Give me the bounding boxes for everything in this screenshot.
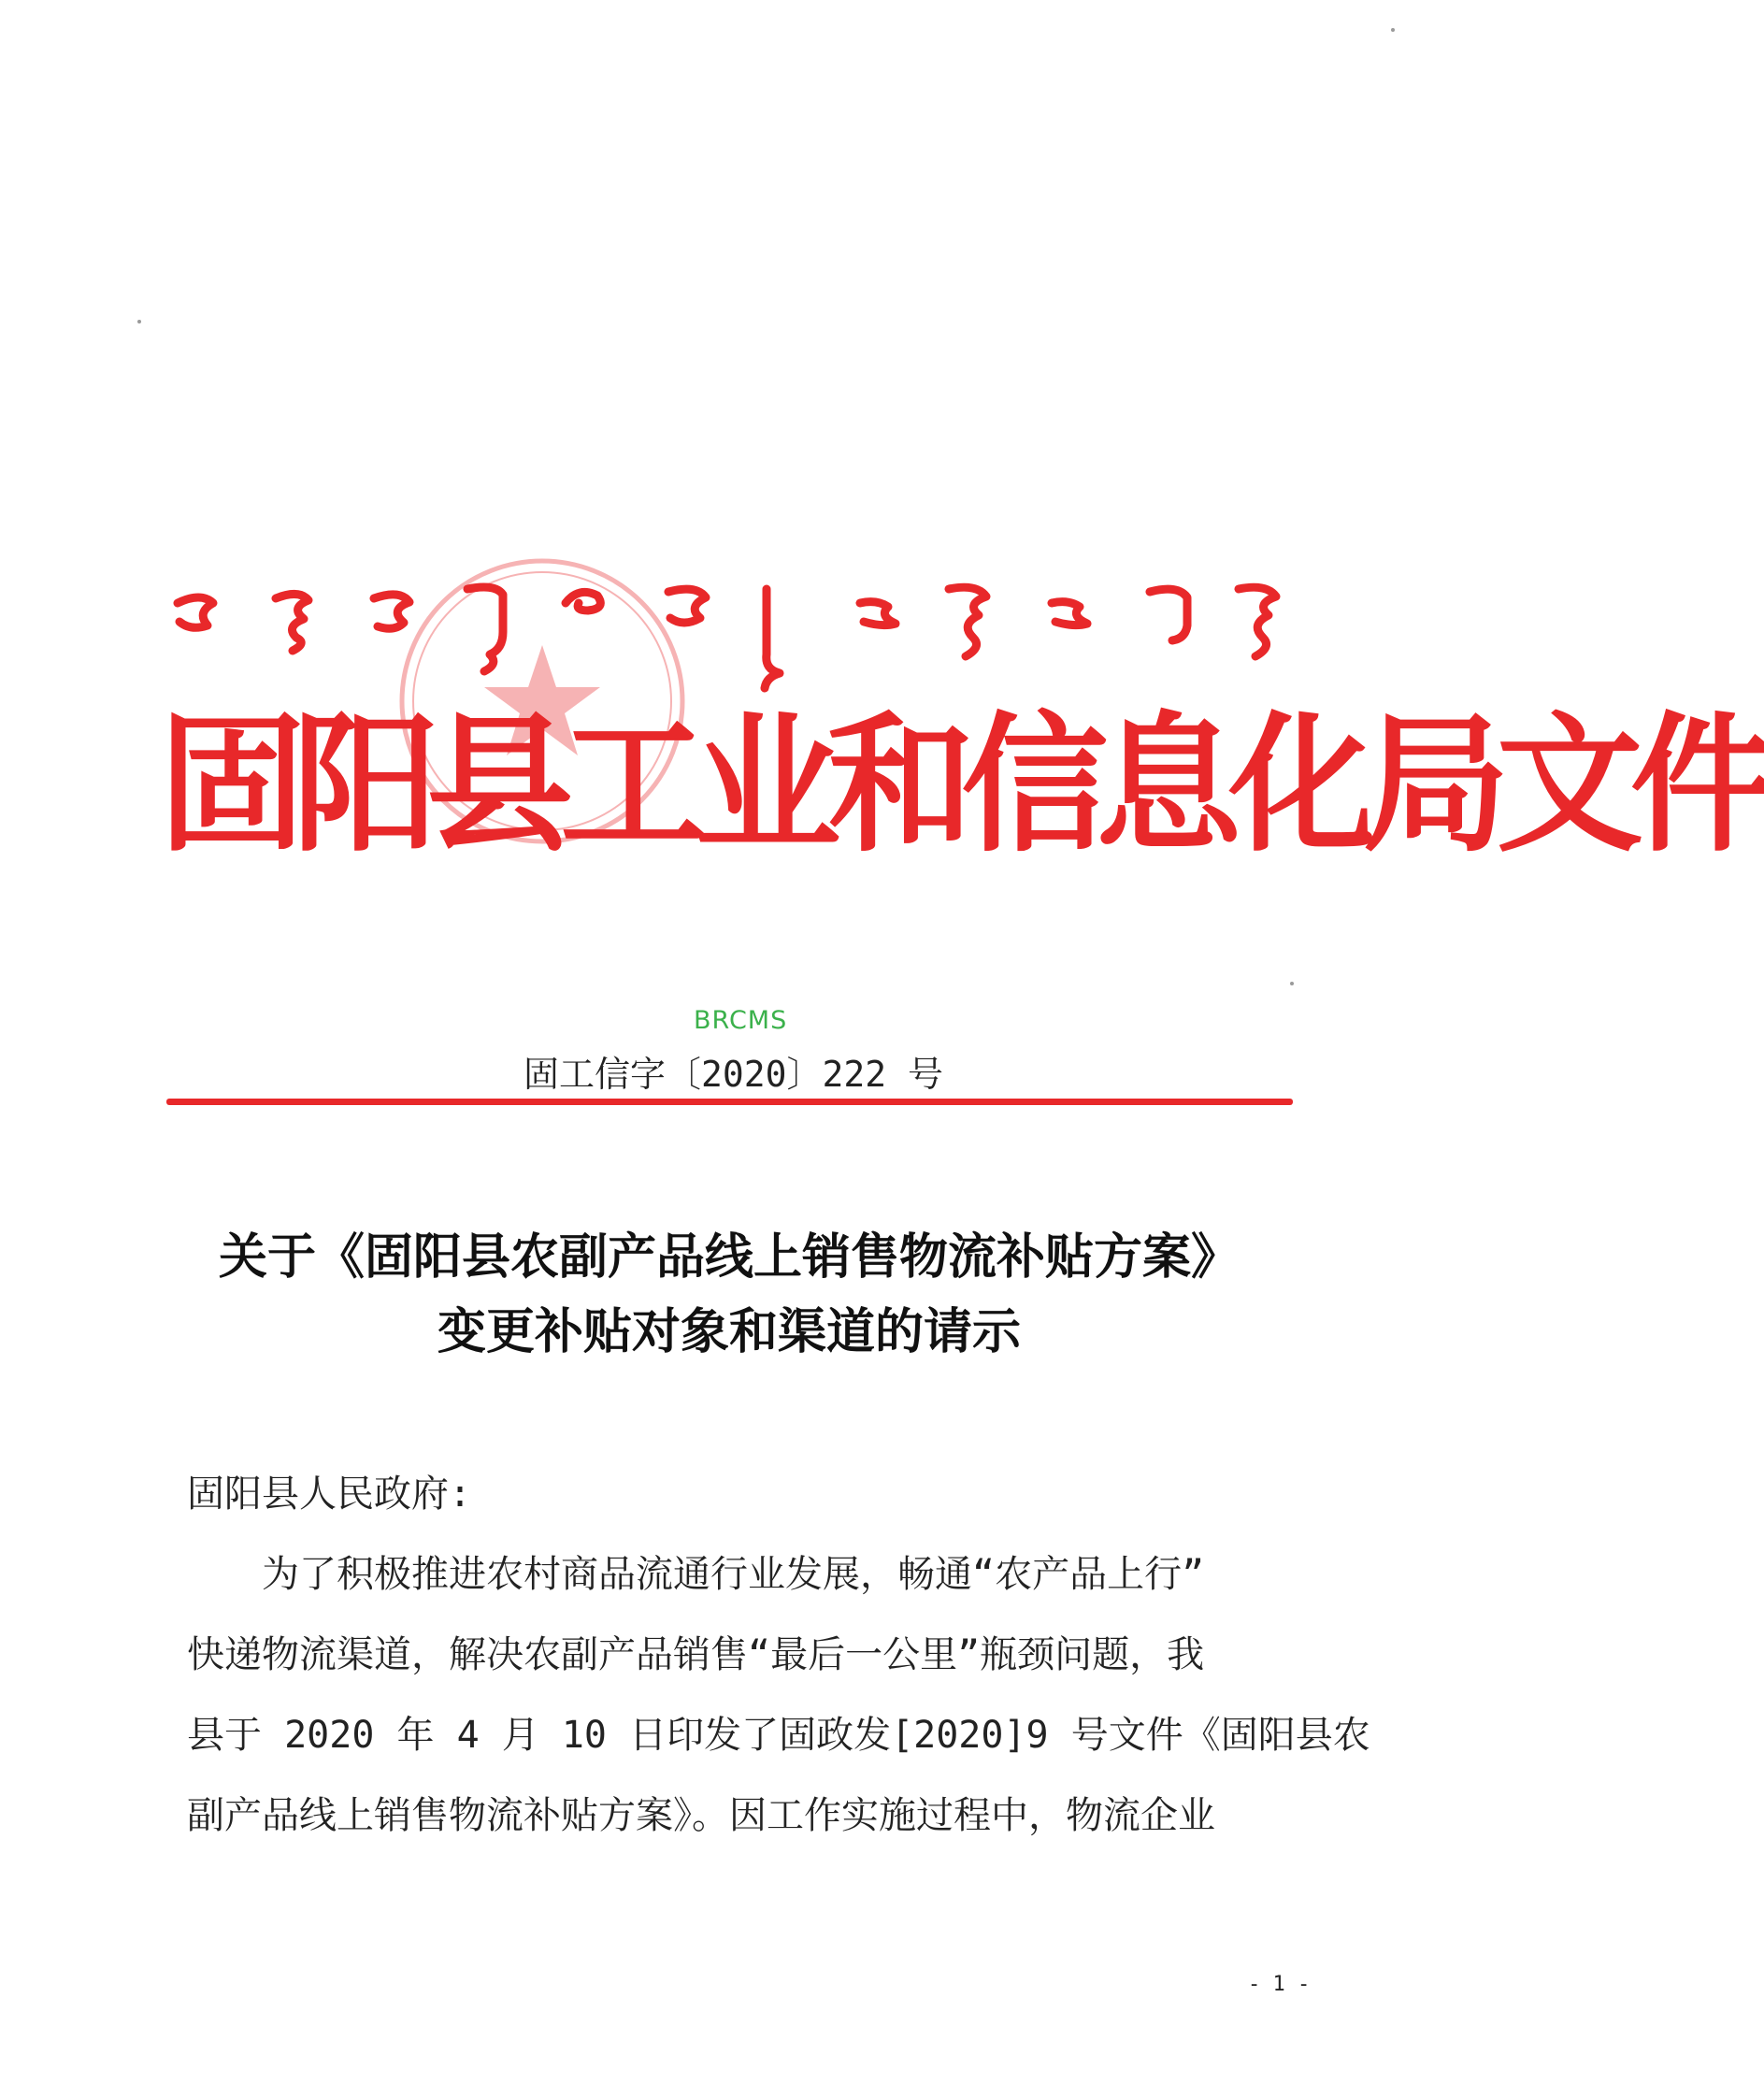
paragraph-line: 副产品线上销售物流补贴方案》。因工作实施过程中，物流企业 [187,1794,1215,1837]
document-body [187,1454,1370,1856]
paragraph-line: 县于 2020 年 4 月 10 日印发了固政发[2020]9 号文件《固阳县农 [187,1714,1370,1757]
document-masthead: 固阳县工业和信息化局文件 [159,697,1764,872]
scan-speck [1290,982,1294,985]
title-line-1: 关于《固阳县农副产品线上销售物流补贴方案》 [218,1229,1240,1286]
mongolian-script-icon [173,575,1295,687]
paragraph-line: 为了积极推进农村商品流通行业发展，畅通“农产品上行” [187,1553,1205,1596]
salutation: 固阳县人民政府: [187,1473,472,1516]
red-divider [166,1099,1293,1105]
document-number: 固工信字〔2020〕222 号 [523,1054,944,1095]
page-number: - 1 - [1248,1973,1311,1996]
paragraph [187,1534,1370,1856]
source-tag: BRCMS [694,1006,788,1035]
scan-speck [1391,28,1395,32]
document-title [140,1220,1318,1370]
title-line-2: 变更补贴对象和渠道的请示 [437,1304,1021,1360]
scan-speck [137,320,141,323]
paragraph-line: 快递物流渠道，解决农副产品销售“最后一公里”瓶颈问题，我 [187,1633,1205,1676]
